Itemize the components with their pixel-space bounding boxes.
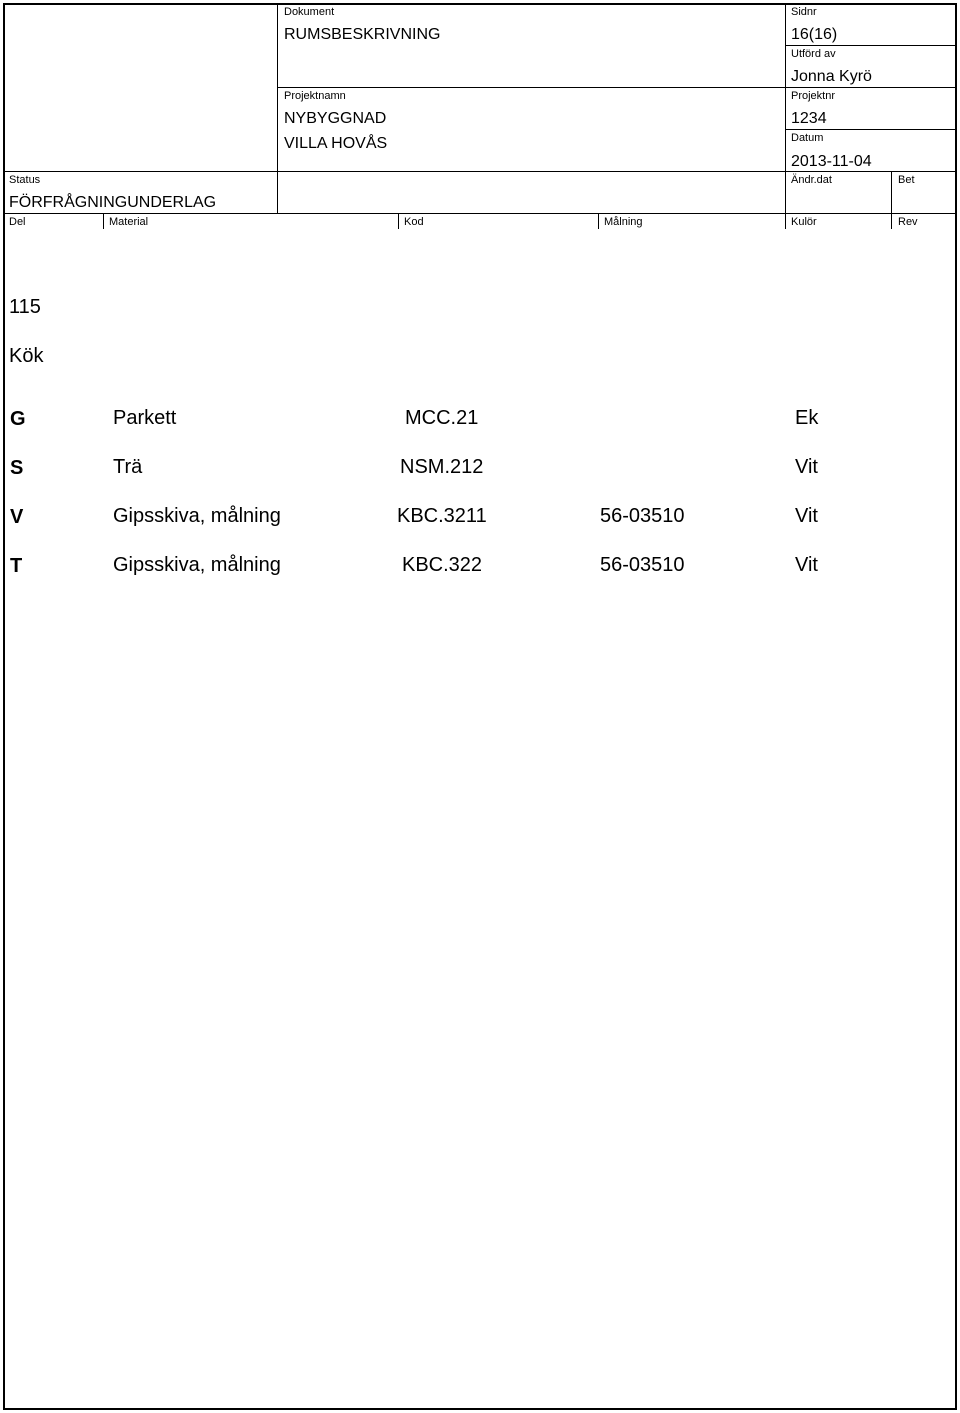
andr-dat-label: Ändr.dat bbox=[791, 174, 832, 186]
dokument-label: Dokument bbox=[284, 6, 335, 18]
column-header-kulor: Kulör bbox=[791, 216, 817, 228]
column-header-material: Material bbox=[109, 216, 149, 228]
table-row-material: Gipsskiva, målning bbox=[113, 554, 281, 576]
table-row-kulor: Ek bbox=[795, 407, 819, 429]
divider-columns bbox=[5, 213, 957, 214]
utford-av-label: Utförd av bbox=[791, 48, 836, 60]
datum-value: 2013-11-04 bbox=[791, 153, 872, 170]
projektnr-label: Projektnr bbox=[791, 90, 836, 102]
table-row-del: G bbox=[10, 408, 26, 430]
divider-right bbox=[785, 5, 786, 229]
utford-av-value: Jonna Kyrö bbox=[791, 68, 872, 85]
divider-sidnr bbox=[785, 45, 957, 46]
column-header-kod: Kod bbox=[404, 216, 424, 228]
divider-left bbox=[277, 5, 278, 213]
col-divider-kod bbox=[398, 213, 399, 229]
status-label: Status bbox=[9, 174, 41, 186]
room-number: 115 bbox=[9, 296, 41, 318]
col-divider-malning bbox=[598, 213, 599, 229]
projektnamn-label: Projektnamn bbox=[284, 90, 346, 102]
column-header-malning: Målning bbox=[604, 216, 643, 228]
sidnr-label: Sidnr bbox=[791, 6, 817, 18]
projektnr-value: 1234 bbox=[791, 110, 827, 127]
table-row-kod: KBC.322 bbox=[402, 554, 483, 576]
table-row-material: Parkett bbox=[113, 407, 177, 429]
table-row-kod: MCC.21 bbox=[405, 407, 479, 429]
col-divider-material bbox=[103, 213, 104, 229]
table-row-kulor: Vit bbox=[795, 554, 818, 576]
table-row-malning: 56-03510 bbox=[600, 505, 685, 527]
status-value: FÖRFRÅGNINGUNDERLAG bbox=[9, 194, 217, 211]
table-row-del: T bbox=[10, 555, 23, 577]
divider-projektnr bbox=[785, 129, 957, 130]
column-header-rev: Rev bbox=[898, 216, 918, 228]
table-row-malning: 56-03510 bbox=[600, 554, 685, 576]
projektnamn-line2: VILLA HOVÅS bbox=[284, 135, 388, 152]
divider-utford bbox=[277, 87, 957, 88]
table-row-kod: NSM.212 bbox=[400, 456, 484, 478]
dokument-value: RUMSBESKRIVNING bbox=[284, 26, 441, 43]
table-row-del: V bbox=[10, 506, 24, 528]
divider-status bbox=[5, 171, 957, 172]
table-row-kod: KBC.3211 bbox=[397, 505, 487, 527]
table-row-kulor: Vit bbox=[795, 505, 818, 527]
projektnamn-line1: NYBYGGNAD bbox=[284, 110, 387, 127]
document-page bbox=[3, 3, 957, 1410]
room-name: Kök bbox=[9, 345, 44, 367]
bet-label: Bet bbox=[898, 174, 915, 186]
table-row-material: Gipsskiva, målning bbox=[113, 505, 281, 527]
sidnr-value: 16(16) bbox=[791, 26, 838, 43]
table-row-del: S bbox=[10, 457, 24, 479]
table-row-material: Trä bbox=[113, 456, 143, 478]
divider-bet bbox=[891, 171, 892, 229]
table-row-kulor: Vit bbox=[795, 456, 818, 478]
column-header-del: Del bbox=[9, 216, 26, 228]
datum-label: Datum bbox=[791, 132, 824, 144]
